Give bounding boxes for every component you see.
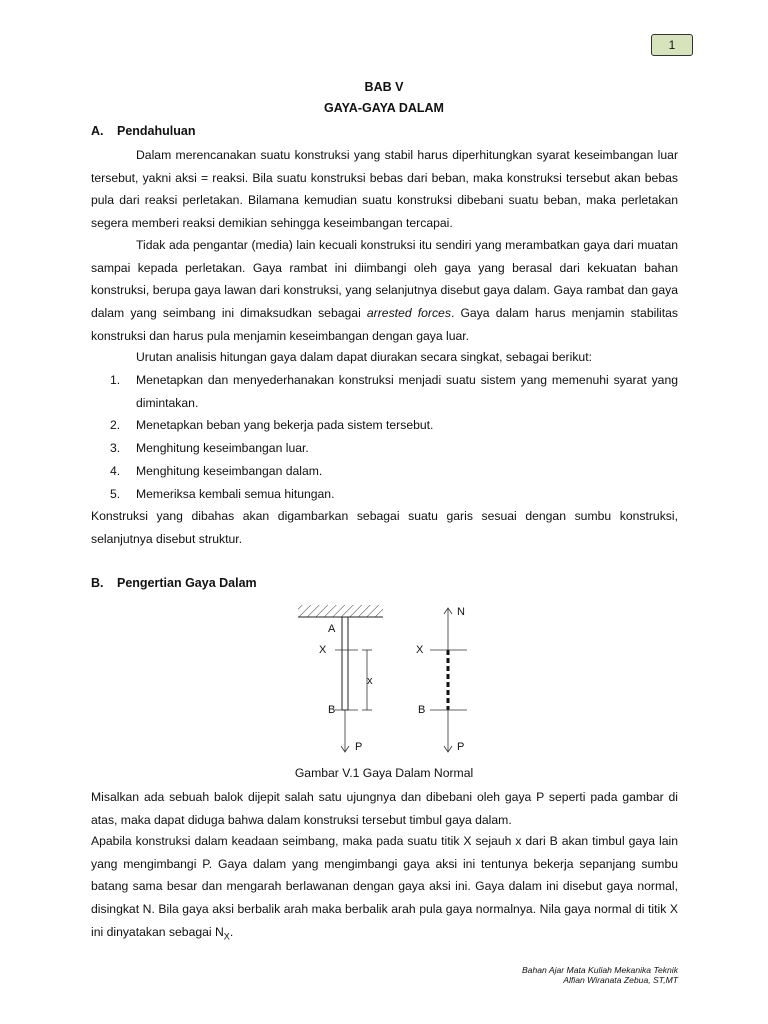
paragraph-media-text-1: Tidak ada pengantar (media) lain kecuali konstruksi itu sendiri yang merambatkan gaya dari muatan sampai kepada perletakan. Gaya rambat ini diimbangi oleh gaya yang berasal dari kekuatan bahan konstruksi, berupa gaya lawan dari konstruksi, yang selanjutnya disebut gaya dalam. Gaya rambat dan gaya dalam yang seimbang ini dimaksudkan sebagai xyxy=(91,238,678,321)
list-item xyxy=(91,460,678,483)
list-item-text: Menetapkan beban yang bekerja pada sistem tersebut. xyxy=(136,418,434,433)
section-b-title: Pengertian Gaya Dalam xyxy=(117,576,257,590)
chapter-title: GAYA-GAYA DALAM xyxy=(324,101,444,115)
list-item xyxy=(91,437,678,460)
paragraph-intro xyxy=(91,144,678,235)
list-item-number: 3. xyxy=(110,441,121,456)
footer-author: Alfian Wiranata Zebua, ST,MT xyxy=(563,975,678,985)
paragraph-beam-example xyxy=(91,786,678,831)
section-a-heading xyxy=(91,124,195,138)
section-a-letter: A. xyxy=(91,124,104,138)
paragraph-media-italic: arrested forces xyxy=(366,306,451,321)
list-item-text: Menghitung keseimbangan luar. xyxy=(136,441,309,456)
paragraph-beam-example-text: Misalkan ada sebuah balok dijepit salah satu ujungnya dan dibebani oleh gaya P seperti pada gambar di atas, maka dapat diduga bahwa dalam konstruksi tersebut timbul gaya dalam. xyxy=(91,790,678,827)
paragraph-normal-force-text: Apabila konstruksi dalam keadaan seimbang, maka pada suatu titik X sejauh x dari B akan timbul gaya lain yang mengimbangi P. Gaya dalam yang mengimbangi gaya aksi ini tentunya bekerja sepanjang sumbu batang sama besar dan mengarah berlawanan dengan gaya aksi ini. Gaya dalam ini disebut gaya normal, disingkat N. Bila gaya aksi berbalik arah maka berbalik arah pula gaya normalnya. Nila gaya normal di titik X ini dinyatakan sebagai N xyxy=(91,834,678,939)
figure-caption: Gambar V.1 Gaya Dalam Normal xyxy=(294,766,474,780)
label-b-right: B xyxy=(418,704,426,716)
paragraph-media-text-2: . Gaya dalam harus menjamin stabilitas konstruksi dan harus pula menjamin keseimbangan dengan gaya luar. xyxy=(91,306,678,343)
label-b-left: B xyxy=(328,704,336,716)
list-item xyxy=(91,483,678,506)
paragraph-structure xyxy=(91,505,678,550)
list-item-text: Menghitung keseimbangan dalam. xyxy=(136,463,323,478)
page-footer xyxy=(522,965,678,985)
list-item-number: 4. xyxy=(110,463,121,478)
paragraph-intro-text: Dalam merencanakan suatu konstruksi yang stabil harus diperhitungkan syarat keseimbangan luar tersebut, yakni aksi = reaksi. Bila suatu konstruksi bebas dari beban, maka konstruksi tersebut akan bebas pula dari reaksi perletakan. Bilamana kemudian suatu konstruksi dibebani suatu beban, maka perletakan segera memberi reaksi demikian sehingga keseimbangan tercapai. xyxy=(91,148,678,231)
paragraph-normal-force xyxy=(91,830,678,948)
list-item-number: 1. xyxy=(110,373,121,387)
list-item-number: 5. xyxy=(110,486,121,501)
force-p-arrow-right xyxy=(444,710,452,752)
label-p-left: P xyxy=(355,741,363,753)
force-n-arrow xyxy=(444,608,452,650)
label-x-left: X xyxy=(319,644,327,656)
paragraph-media xyxy=(91,234,678,348)
list-item-number: 2. xyxy=(110,418,121,433)
label-x-right: X xyxy=(416,644,424,656)
force-p-arrow-left xyxy=(341,710,349,752)
list-item-text: Menetapkan dan menyederhanakan konstruksi menjadi suatu sistem yang memenuhi syarat yang dimintakan. xyxy=(136,373,678,410)
label-p-right: P xyxy=(457,741,465,753)
list-item xyxy=(91,414,678,437)
section-a-title: Pendahuluan xyxy=(117,124,196,138)
paragraph-normal-force-end: . xyxy=(229,924,234,939)
paragraph-analysis-intro-text: Urutan analisis hitungan gaya dalam dapat diurakan secara singkat, sebagai berikut: xyxy=(136,350,592,364)
footer-course: Bahan Ajar Mata Kuliah Mekanika Teknik xyxy=(521,965,678,975)
label-n: N xyxy=(457,606,465,618)
list-item xyxy=(91,369,678,414)
section-b-heading xyxy=(91,576,257,590)
analysis-steps-list xyxy=(91,369,678,505)
list-item-text: Memeriksa kembali semua hitungan. xyxy=(136,486,335,501)
fixed-support xyxy=(298,605,383,617)
label-a: A xyxy=(328,623,336,635)
section-b-letter: B. xyxy=(91,576,104,590)
beam-left xyxy=(342,617,348,710)
normal-force-subscript: X xyxy=(223,931,230,942)
chapter-heading: BAB V xyxy=(364,80,404,94)
label-distance-x: x xyxy=(367,675,373,687)
paragraph-structure-text: Konstruksi yang dibahas akan digambarkan sebagai suatu garis sesuai dengan sumbu konstruksi, selanjutnya disebut struktur. xyxy=(91,509,678,546)
page-number-badge: 1 xyxy=(651,34,693,56)
paragraph-analysis-intro xyxy=(91,346,678,369)
